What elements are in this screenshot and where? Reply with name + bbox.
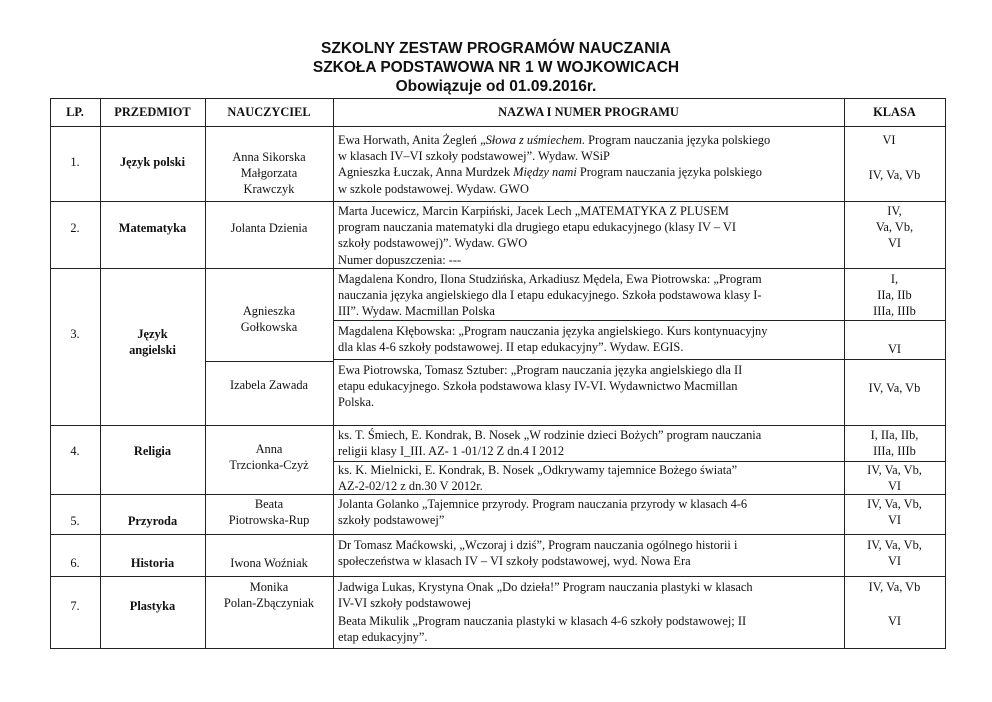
effective-date: Obowiązuje od 01.09.2016r. <box>395 78 597 95</box>
class-list: I, IIa, IIb, IIIa, IIIb <box>870 428 919 459</box>
row-number: 3. <box>70 327 80 341</box>
school-name: SZKOŁA PODSTAWOWA NR 1 W WOJKOWICACH <box>312 59 680 76</box>
teacher-name: Monika Polan-Zbączyniak <box>223 580 315 611</box>
subject-name: Matematyka <box>118 221 187 235</box>
class-list: VI <box>887 342 902 356</box>
row-number: 6. <box>70 556 80 570</box>
program-description: Marta Jucewicz, Marcin Karpiński, Jacek Lech „MATEMATYKA Z PLUSEM program nauczania matematyki dla drugiego etapu edukacyjnego (klasy IV – VI szkoły podstawowej)”. Wydaw. GWO Numer dopuszczenia: --- <box>338 204 736 267</box>
row-number: 1. <box>70 155 80 169</box>
col-header-klasa: KLASA <box>873 105 916 119</box>
class-list: IV, Va, Vb <box>868 580 921 594</box>
class-list: VI <box>882 133 896 147</box>
program-description: Magdalena Kłębowska: „Program nauczania języka angielskiego. Kurs kontynuacyjny dla klas 4-6 szkoły podstawowej. II etap edukacyjny”. Wydaw. EGIS. <box>338 324 768 355</box>
program-description: ks. T. Śmiech, E. Kondrak, B. Nosek „W rodzinie dzieci Bożych” program nauczania religii klasy I_III. AZ- 1 -01/12 Z dn.4 I 2012 <box>338 428 762 459</box>
class-list: IV, Va, Vb, VI <box>867 463 922 494</box>
class-list: IV, Va, Vb <box>868 381 921 395</box>
col-header-nauczyciel: NAUCZYCIEL <box>227 105 311 119</box>
teacher-name: Jolanta Dzienia <box>230 221 308 235</box>
class-list: VI <box>887 614 902 628</box>
teacher-name: Iwona Woźniak <box>230 556 308 570</box>
teacher-name: Izabela Zawada <box>229 378 309 392</box>
col-header-program: NAZWA I NUMER PROGRAMU <box>498 105 679 119</box>
program-description: Jolanta Golanko „Tajemnice przyrody. Program nauczania przyrody w klasach 4-6 szkoły podstawowej” <box>338 497 748 528</box>
col-header-lp: LP. <box>66 105 84 119</box>
row-number: 4. <box>70 444 80 458</box>
class-list: IV, Va, Vb <box>868 168 921 182</box>
subject-name: Religia <box>133 444 172 458</box>
subject-name: Plastyka <box>129 599 176 613</box>
row-number: 2. <box>70 221 80 235</box>
teacher-name: Anna Trzcionka-Czyż <box>229 442 309 473</box>
col-header-przedmiot: PRZEDMIOT <box>114 105 191 119</box>
class-list: IV, Va, Vb, VI <box>867 538 922 569</box>
subject-name: Język polski <box>119 155 186 169</box>
program-description: Magdalena Kondro, Ilona Studzińska, Arkadiusz Mędela, Ewa Piotrowska: „Program nauczania języka angielskiego dla I etapu edukacyjnego. Szkoła podstawowa klasy I- III”. Wydaw. Macmillan Polska <box>338 272 762 319</box>
program-description: ks. K. Mielnicki, E. Kondrak, B. Nosek „Odkrywamy tajemnice Bożego świata” AZ-2-02/12 z dn.30 V 2012r. <box>338 463 738 494</box>
teacher-name: Anna Sikorska Małgorzata Krawczyk <box>232 150 306 197</box>
teacher-name: Agnieszka Gołkowska <box>240 304 298 335</box>
document-title: SZKOLNY ZESTAW PROGRAMÓW NAUCZANIA <box>321 40 671 57</box>
program-description: Jadwiga Lukas, Krystyna Onak „Do dzieła!” Program nauczania plastyki w klasach IV-VI szkoły podstawowej <box>338 580 753 611</box>
class-list: IV, Va, Vb, VI <box>867 497 922 528</box>
subject-name: Przyroda <box>127 514 178 528</box>
class-list: IV, Va, Vb, VI <box>875 204 914 251</box>
program-description: Dr Tomasz Maćkowski, „Wczoraj i dziś”, Program nauczania ogólnego historii i społeczeństwa w klasach IV – VI szkoły podstawowej, wyd. Nowa Era <box>338 538 738 569</box>
class-list: I, IIa, IIb IIIa, IIIb <box>873 272 916 319</box>
teacher-name: Beata Piotrowska-Rup <box>228 497 310 528</box>
program-description: Ewa Piotrowska, Tomasz Sztuber: „Program nauczania języka angielskiego dla II etapu edukacyjnego. Szkoła podstawowa klasy IV-VI. Wydawnictwo Macmillan Polska. <box>338 363 743 410</box>
program-description: Ewa Horwath, Anita Żegleń „Słowa z uśmiechem. Program nauczania języka polskiego w klasach IV–VI szkoły podstawowej”. Wydaw. WSiP Agnieszka Łuczak, Anna Murdzek Między nami Program nauczania języka polskiego w szkole podstawowej. Wydaw. GWO <box>338 133 771 196</box>
row-number: 5. <box>70 514 80 528</box>
row-number: 7. <box>70 599 80 613</box>
subject-name: Historia <box>130 556 175 570</box>
program-description: Beata Mikulik „Program nauczania plastyki w klasach 4-6 szkoły podstawowej; II etap edukacyjny”. <box>338 614 747 645</box>
subject-name: Język angielski <box>129 327 176 358</box>
